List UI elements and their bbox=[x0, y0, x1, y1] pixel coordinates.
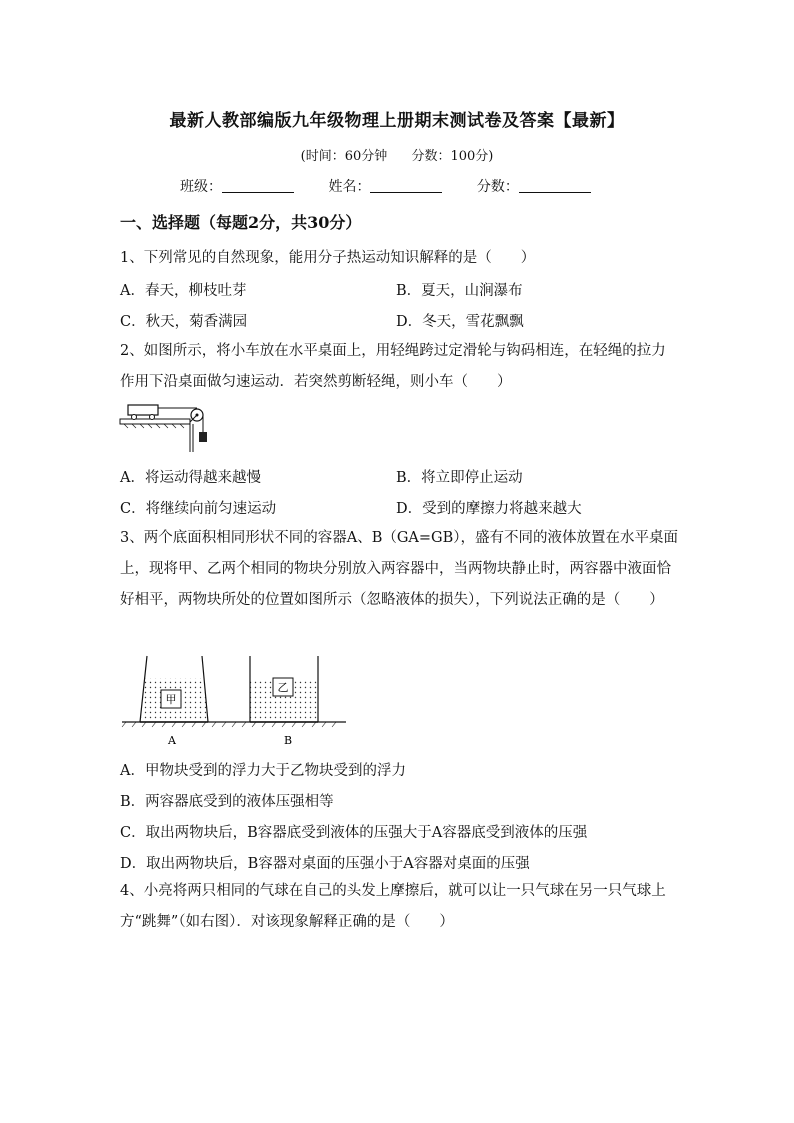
q1-option-c: C．秋天，菊香满园 bbox=[120, 314, 248, 330]
q1-option-d: D．冬天，雪花飘飘 bbox=[396, 314, 524, 330]
containers-figure bbox=[118, 650, 350, 750]
exam-time: (时间：60分钟 bbox=[300, 149, 388, 164]
class-label: 班级： bbox=[180, 179, 222, 195]
score-label: 分数： bbox=[476, 179, 519, 195]
question-3-text: 3、两个底面积相同形状不同的容器A、B（GA=GB），盛有不同的液体放置在水平桌面上，现将甲、乙两个相同的物块分别放入两容器中，当两物块静止时，两容器中液面恰好相平，两物块所处的位置如图所示（忽略液体的损失），下列说法正确的是（ ） bbox=[120, 530, 679, 608]
q3-option-c: C．取出两物块后，B容器底受到液体的压强大于A容器底受到液体的压强 bbox=[120, 825, 588, 841]
student-info-row bbox=[180, 176, 621, 196]
section-title: 一、选择题（每题2分，共30分） bbox=[120, 213, 362, 232]
score-blank[interactable] bbox=[519, 178, 591, 193]
exam-meta bbox=[0, 145, 794, 164]
q3-option-b: B．两容器底受到的液体压强相等 bbox=[120, 794, 334, 810]
q2-option-d: D．受到的摩擦力将越来越大 bbox=[396, 501, 582, 517]
question-4-text: 4、小亮将两只相同的气球在自己的头发上摩擦后，就可以让一只气球在另一只气球上方“跳舞”（如右图）．对该现象解释正确的是（ ） bbox=[120, 883, 666, 930]
q2-option-b: B．将立即停止运动 bbox=[396, 470, 523, 486]
question-1-text: 1、下列常见的自然现象，能用分子热运动知识解释的是（ ） bbox=[120, 250, 536, 266]
name-label: 姓名： bbox=[328, 179, 371, 195]
q3-option-d: D．取出两物块后，B容器对桌面的压强小于A容器对桌面的压强 bbox=[120, 856, 530, 872]
q2-option-a: A．将运动得越来越慢 bbox=[120, 470, 261, 486]
container-b-label: B bbox=[283, 734, 293, 747]
block-a-label: 甲 bbox=[165, 693, 177, 706]
name-blank[interactable] bbox=[370, 178, 442, 193]
name-field bbox=[328, 176, 442, 196]
q1-option-b: B．夏天，山涧瀑布 bbox=[396, 283, 523, 299]
score-field bbox=[477, 176, 591, 196]
q1-option-a: A．春天，柳枝吐芽 bbox=[120, 283, 247, 299]
q3-option-a: A．甲物块受到的浮力大于乙物块受到的浮力 bbox=[120, 763, 406, 779]
question-2-text: 2、如图所示，将小车放在水平桌面上，用轻绳跨过定滑轮与钩码相连，在轻绳的拉力作用下沿桌面做匀速运动．若突然剪断轻绳，则小车（ ） bbox=[120, 343, 666, 390]
block-b-label: 乙 bbox=[277, 681, 289, 694]
class-field bbox=[180, 176, 294, 196]
exam-total-score: 分数：100分) bbox=[411, 149, 494, 164]
q2-option-c: C．将继续向前匀速运动 bbox=[120, 501, 277, 517]
page-title: 最新人教部编版九年级物理上册期末测试卷及答案【最新】 bbox=[169, 111, 625, 131]
cart-pulley-figure bbox=[118, 400, 218, 452]
container-a-label: A bbox=[168, 734, 176, 747]
class-blank[interactable] bbox=[222, 178, 294, 193]
